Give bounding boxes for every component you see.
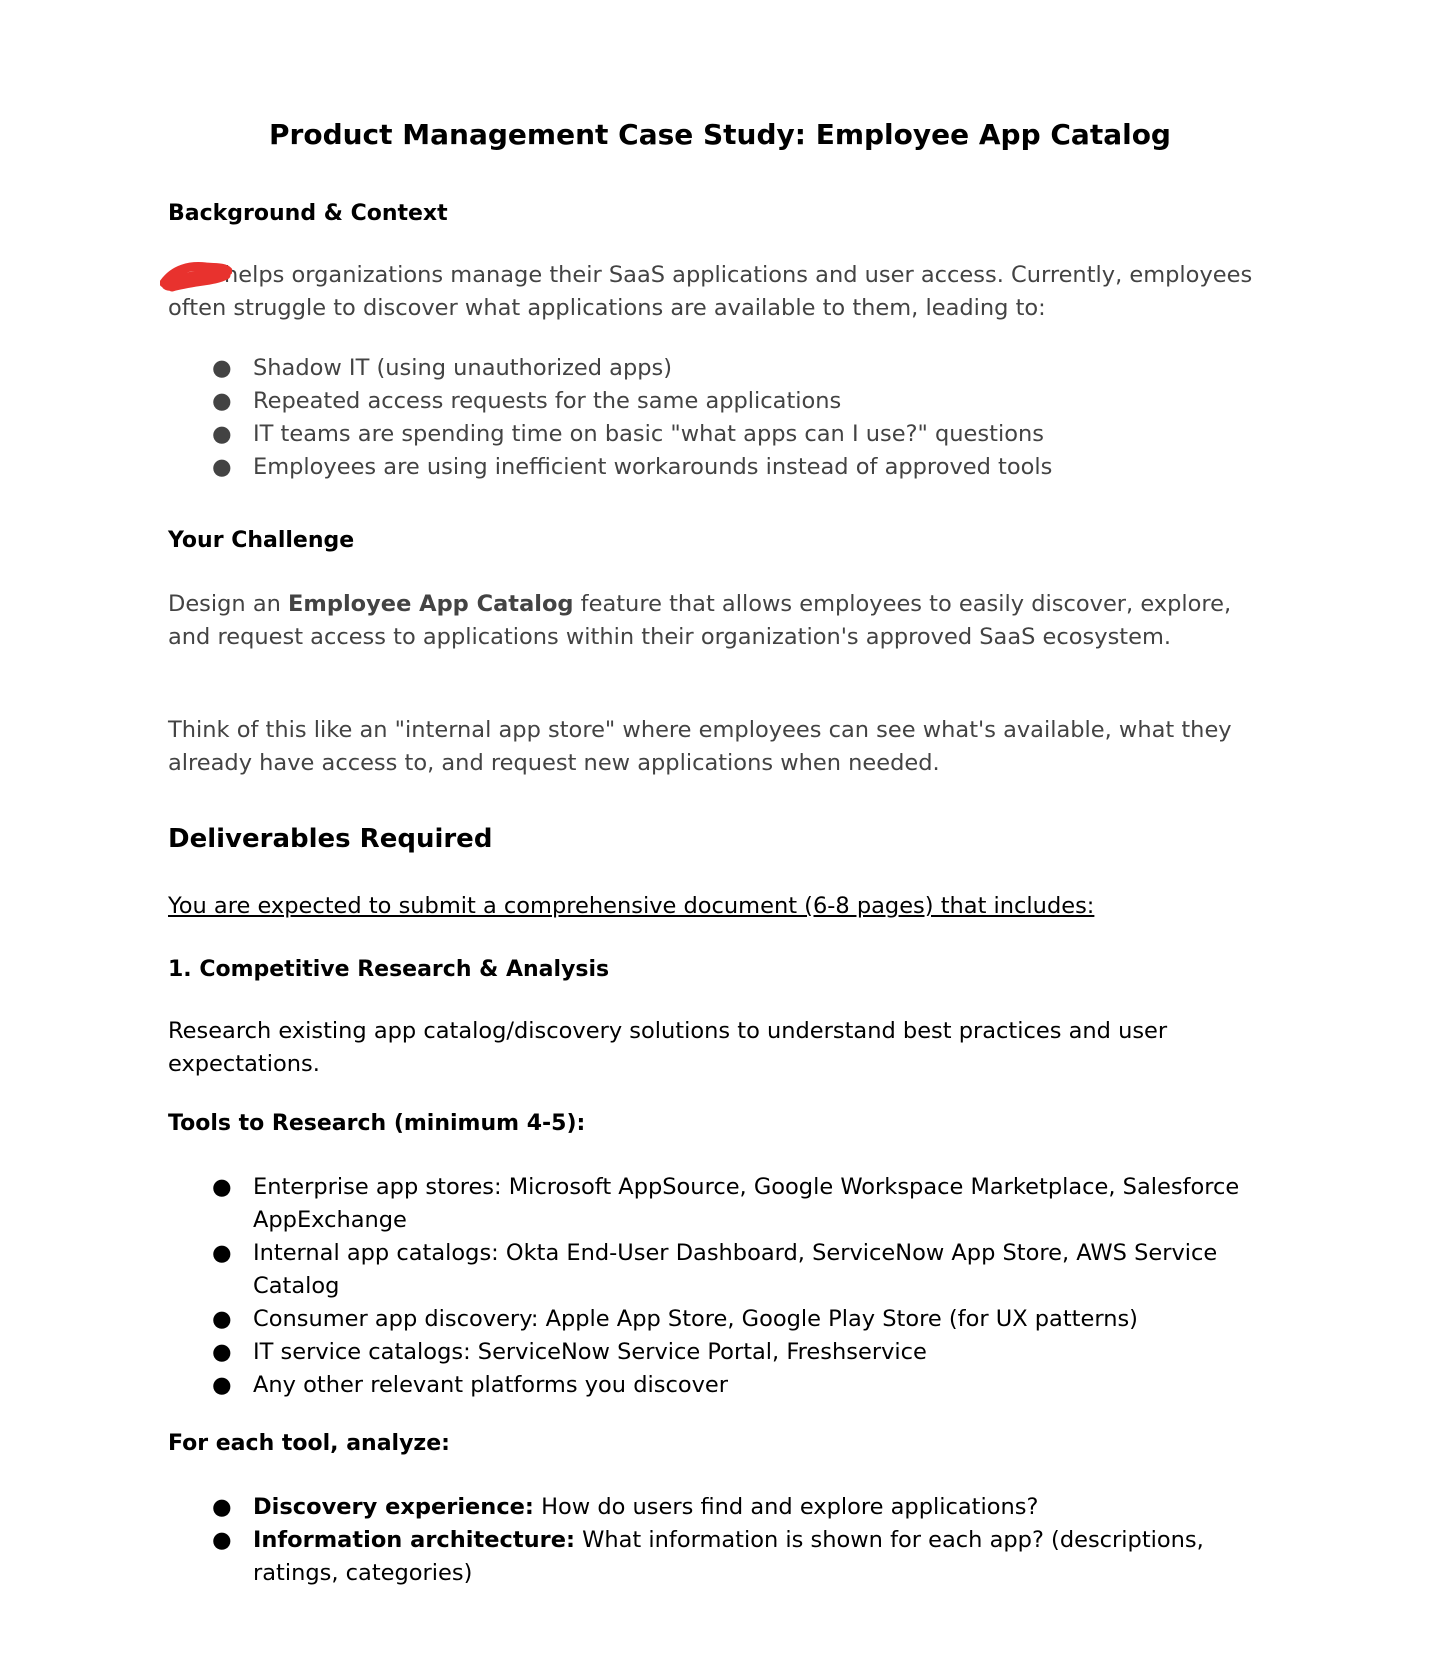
bullet-icon: ●	[212, 1306, 232, 1332]
bullet-icon: ●	[212, 1240, 232, 1266]
deliverables-heading: Deliverables Required	[168, 824, 493, 854]
tools-heading: Tools to Research (minimum 4-5):	[168, 1111, 586, 1136]
bullet-icon: ●	[212, 1527, 232, 1553]
list-item: ● Internal app catalogs: Okta End-User Dashboard, ServiceNow App Store, AWS Service Catalog	[168, 1237, 1268, 1303]
bullet-icon: ●	[212, 1174, 232, 1200]
bullet-icon: ●	[212, 1494, 232, 1520]
list-item: ● Repeated access requests for the same applications	[168, 385, 1268, 418]
background-heading: Background & Context	[168, 201, 448, 226]
bullet-icon: ●	[212, 355, 232, 381]
challenge-paragraph-1: Design an Employee App Catalog feature that allows employees to easily discover, explore, and request access to applications within their organization's approved SaaS ecosystem.	[168, 591, 1232, 650]
bullet-icon: ●	[212, 454, 232, 480]
list-item: ● Enterprise app stores: Microsoft AppSource, Google Workspace Marketplace, Salesforce AppExchange	[168, 1171, 1268, 1237]
challenge-paragraph-2: Think of this like an "internal app store" where employees can see what's available, what they already have access to, and request new applications when needed.	[168, 717, 1232, 776]
background-bullet-list	[168, 352, 1268, 484]
tools-bullet-list	[168, 1171, 1268, 1402]
list-item: ● Discovery experience: How do users find and explore applications?	[168, 1491, 1268, 1524]
bullet-icon: ●	[212, 1339, 232, 1365]
background-intro-text: helps organizations manage their SaaS applications and user access. Currently, employees often struggle to discover what applications are available to them, leading to:	[168, 262, 1253, 321]
list-item: ● Any other relevant platforms you discover	[168, 1369, 1268, 1402]
redaction-mark	[162, 262, 224, 288]
list-item: ● Employees are using inefficient workarounds instead of approved tools	[168, 451, 1268, 484]
list-item: ● Shadow IT (using unauthorized apps)	[168, 352, 1268, 385]
analyze-bullet-list	[168, 1491, 1268, 1590]
section-1-heading: 1. Competitive Research & Analysis	[168, 957, 610, 982]
bullet-icon: ●	[212, 421, 232, 447]
deliverables-intro: You are expected to submit a comprehensive document (6-8 pages) that includes:	[168, 893, 1095, 919]
list-item: ● IT teams are spending time on basic "what apps can I use?" questions	[168, 418, 1268, 451]
redaction-scribble-icon	[160, 259, 232, 293]
list-item: ● IT service catalogs: ServiceNow Service Portal, Freshservice	[168, 1336, 1268, 1369]
bullet-icon: ●	[212, 388, 232, 414]
challenge-heading: Your Challenge	[168, 528, 355, 553]
section-1-text: Research existing app catalog/discovery solutions to understand best practices and user expectations.	[168, 1018, 1168, 1077]
analyze-heading: For each tool, analyze:	[168, 1431, 450, 1456]
page-title: Product Management Case Study: Employee App Catalog	[269, 118, 1171, 151]
background-intro	[168, 259, 1268, 325]
feature-name: Employee App Catalog	[288, 591, 574, 617]
list-item: ● Consumer app discovery: Apple App Store, Google Play Store (for UX patterns)	[168, 1303, 1268, 1336]
bullet-icon: ●	[212, 1372, 232, 1398]
list-item: ● Information architecture: What information is shown for each app? (descriptions, ratings, categories)	[168, 1524, 1268, 1590]
